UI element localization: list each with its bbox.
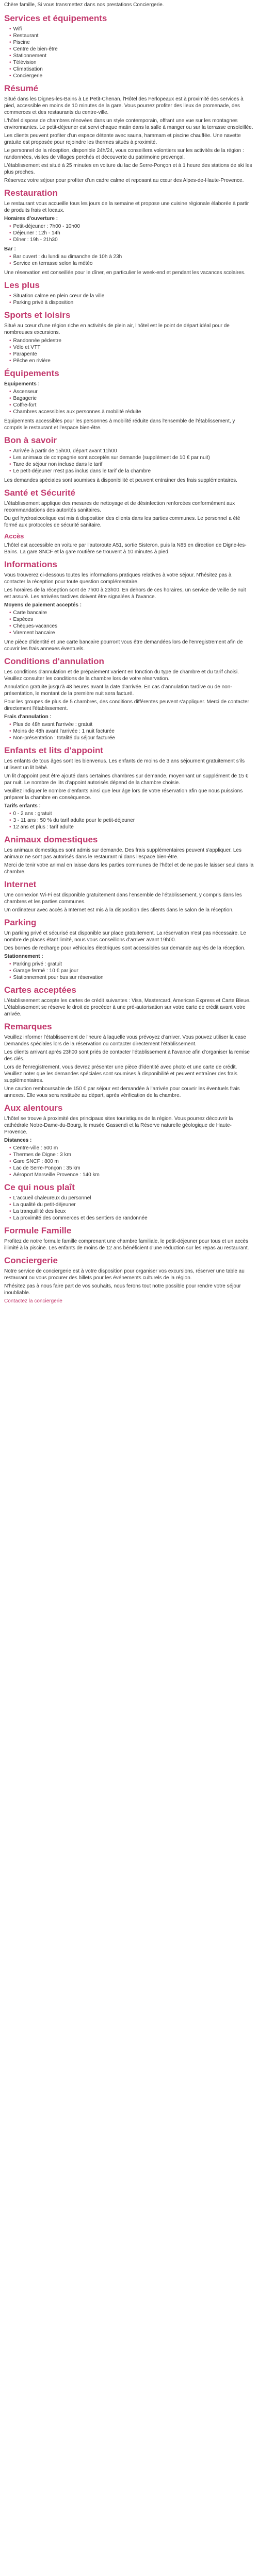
bullet-icon: • (9, 630, 11, 636)
list-item (9, 468, 254, 474)
paragraph: Une connexion Wi-Fi est disponible gratuitement dans l'ensemble de l'établissement, y compris dans les chambres et les parties communes. (4, 892, 242, 905)
list-item (9, 974, 254, 981)
bullet-icon: • (9, 1195, 11, 1201)
section-sante (4, 488, 254, 555)
list-item (9, 351, 254, 358)
list-item-text: 0 - 2 ans : gratuit (13, 811, 52, 817)
paragraph: L'établissement applique des mesures de nettoyage et de désinfection renforcées conformément aux recommandations des autorités sanitaires. (4, 501, 235, 513)
list-item (9, 824, 254, 831)
bullet-icon: • (9, 617, 11, 622)
list-item-text: Thermes de Digne : 3 km (13, 1152, 71, 1158)
paragraph: Des bornes de recharge pour véhicules électriques sont accessibles sur demande auprès de la réception. (4, 945, 246, 951)
paragraph: Les animaux domestiques sont admis sur demande. Des frais supplémentaires peuvent s'appliquer. Les animaux ne sont pas autorisés dans le restaurant ni dans l'espace bien-être. (4, 848, 241, 860)
list-item-text: Ascenseur (13, 389, 38, 395)
paragraph: Annulation gratuite jusqu'à 48 heures avant la date d'arrivée. En cas d'annulation tardive ou de non-présentation, le montant de la première nuit sera facturé. (4, 684, 232, 697)
paragraph: Profitez de notre formule famille comprenant une chambre familiale, le petit-déjeuner pour tous et un accès illimité à la piscine. Les enfants de moins de 12 ans bénéficient d'une réduction sur les repas au restaurant. (4, 1239, 249, 1251)
list-item-text: Parking privé à disposition (13, 300, 74, 306)
list-item (9, 630, 254, 636)
bullet-icon: • (9, 623, 11, 629)
bullet-icon: • (9, 1152, 11, 1158)
bullet-icon: • (9, 261, 11, 266)
list-item (9, 26, 254, 32)
section-animaux (4, 835, 254, 875)
section-title: Animaux domestiques (4, 835, 98, 844)
list-item-text: Situation calme en plein cœur de la ville (13, 293, 105, 299)
bullet-list (4, 1145, 254, 1178)
bullet-icon: • (9, 722, 11, 727)
list-item (9, 1151, 254, 1158)
paragraph: Veuillez informer l'établissement de l'heure à laquelle vous prévoyez d'arriver. Vous pouvez utiliser la case Demandes spéciales lors de la réservation ou contacter directement l'établissement. (4, 1035, 246, 1047)
list-item-text: Randonnée pédestre (13, 338, 61, 344)
list-item (9, 1172, 254, 1178)
section-bonasavoir (4, 435, 254, 484)
paragraph: Lors de l'enregistrement, vous devrez présenter une pièce d'identité avec photo et une carte de crédit. Veuillez noter que les demandes spéciales sont soumises à disponibilité et peuvent entraîner des frais supplémentaires. (4, 1064, 237, 1083)
child-rates-label: Tarifs enfants : (4, 803, 41, 809)
section-famille (4, 1226, 254, 1251)
bullet-icon: • (9, 462, 11, 467)
section-title: Résumé (4, 83, 39, 93)
bullet-icon: • (9, 66, 11, 72)
bullet-icon: • (9, 824, 11, 830)
list-item (9, 609, 254, 616)
bullet-list (4, 388, 254, 415)
list-item (9, 461, 254, 468)
section-title: Restauration (4, 188, 58, 198)
paragraph: Réservez votre séjour pour profiter d'un cadre calme et reposant au cœur des Alpes-de-Haute-Provence. (4, 178, 244, 183)
list-item-text: Restaurant (13, 33, 39, 39)
bullet-list (4, 721, 254, 741)
bullet-icon: • (9, 610, 11, 616)
list-item-text: La proximité des commerces et des sentiers de randonnée (13, 1215, 148, 1221)
paragraph: Situé dans les Dignes-les-Bains à Le Petit-Chenan, l'Hôtel des Ferlopeaux est à proximité des services à pied, accessible en moins de 10 minutes de la gare. Vous pourrez profiter des lieux de promenade, des commerces et des restaurants du centre-ville. (4, 96, 244, 115)
paragraph: Vous trouverez ci-dessous toutes les informations pratiques relatives à votre séjour. N'hésitez pas à contacter la réception pour toute question complémentaire. (4, 572, 232, 585)
list-item (9, 1208, 254, 1215)
paragraph: L'hôtel se trouve à proximité des principaux sites touristiques de la région. Vous pourrez découvrir la cathédrale Notre-Dame-du-Bourg, le musée Gassendi et la Réserve naturelle géologique de Haute-Provence. (4, 1116, 233, 1135)
list-item-text: Télévision (13, 60, 37, 65)
bullet-icon: • (9, 396, 11, 401)
list-item (9, 616, 254, 623)
section-title: Bon à savoir (4, 435, 57, 445)
list-item (9, 260, 254, 267)
list-item-text: 12 ans et plus : tarif adulte (13, 824, 74, 830)
section-title: Formule Famille (4, 1226, 72, 1235)
section-title: Les plus (4, 280, 40, 290)
bullet-icon: • (9, 468, 11, 474)
bullet-icon: • (9, 73, 11, 79)
list-item (9, 1165, 254, 1172)
paragraph: Une pièce d'identité et une carte bancaire pourront vous être demandées lors de l'enregistrement afin de couvrir les frais annexes éventuels. (4, 639, 243, 652)
list-item-text: Petit-déjeuner : 7h00 - 10h00 (13, 224, 80, 229)
list-item-text: Parapente (13, 351, 37, 357)
paragraph: Les enfants de tous âges sont les bienvenus. Les enfants de moins de 3 ans séjournent gratuitement s'ils utilisent un lit bébé. (4, 758, 245, 771)
list-item (9, 395, 254, 402)
bullet-icon: • (9, 961, 11, 967)
list-item (9, 299, 254, 306)
bullet-list (4, 293, 254, 306)
bullet-icon: • (9, 1172, 11, 1178)
section-cartes (4, 985, 254, 1018)
list-item-text: Taxe de séjour non incluse dans le tarif (13, 462, 103, 467)
section-title: Parking (4, 918, 37, 927)
bullet-icon: • (9, 735, 11, 741)
list-item (9, 454, 254, 461)
list-item (9, 402, 254, 409)
list-item (9, 46, 254, 53)
bullet-icon: • (9, 389, 11, 395)
list-item (9, 735, 254, 741)
list-item (9, 721, 254, 728)
list-item (9, 344, 254, 351)
bullet-list (4, 1195, 254, 1222)
list-item-text: La tranquillité des lieux (13, 1209, 66, 1214)
list-item (9, 968, 254, 974)
section-sports (4, 310, 254, 364)
list-item-text: La qualité du petit-déjeuner (13, 1202, 76, 1208)
list-item-text: Conciergerie (13, 73, 43, 79)
list-item-text: Stationnement (13, 53, 47, 59)
bullet-list (4, 26, 254, 79)
section-title: Internet (4, 879, 37, 889)
bullet-list (4, 253, 254, 267)
list-item (9, 236, 254, 243)
bullet-icon: • (9, 975, 11, 980)
list-item-text: Non-présentation : totalité du séjour facturée (13, 735, 115, 741)
paragraph: N'hésitez pas à nous faire part de vos souhaits, nous ferons tout notre possible pour rendre votre séjour inoubliable. (4, 1283, 241, 1296)
list-item-text: Service en terrasse selon la météo (13, 261, 93, 266)
list-item-text: Gare SNCF : 800 m (13, 1159, 59, 1164)
paragraph: Pour les groupes de plus de 5 chambres, des conditions différentes peuvent s'appliquer. Merci de contacter directement l'établissement. (4, 699, 249, 711)
bullet-icon: • (9, 402, 11, 408)
section-favoris (4, 1182, 254, 1222)
bullet-list (4, 223, 254, 243)
section-title: Aux alentours (4, 1103, 63, 1113)
list-item (9, 230, 254, 236)
list-item-text: Coffre-fort (13, 402, 37, 408)
paragraph: Les clients peuvent profiter d'un espace détente avec sauna, hammam et piscine chauffée. Une navette gratuite est proposée pour rejoindre les thermes situés à proximité. (4, 133, 241, 145)
list-item (9, 1145, 254, 1151)
paragraph: Une réservation est conseillée pour le dîner, en particulier le week-end et pendant les vacances scolaires. (4, 270, 246, 276)
list-item (9, 409, 254, 415)
list-item-text: Bar ouvert : du lundi au dimanche de 10h à 23h (13, 254, 122, 260)
bullet-icon: • (9, 237, 11, 243)
paragraph: L'hôtel est accessible en voiture par l'autoroute A51, sortie Sisteron, puis la N85 en direction de Digne-les-Bains. La gare SNCF et la gare routière se trouvent à 10 minutes à pied. (4, 543, 247, 555)
section-title: Services et équipements (4, 13, 107, 23)
payment-label: Moyens de paiement acceptés : (4, 602, 82, 608)
list-item (9, 1195, 254, 1201)
bullet-icon: • (9, 728, 11, 734)
paragraph: Les conditions d'annulation et de prépaiement varient en fonction du type de chambre et du tarif choisi. Veuillez consulter les conditions de la chambre lors de votre réservation. (4, 669, 239, 682)
list-item (9, 39, 254, 46)
distances-label: Distances : (4, 1138, 32, 1143)
list-item-text: Centre de bien-être (13, 46, 58, 52)
bullet-icon: • (9, 53, 11, 59)
hours-label: Horaires d'ouverture : (4, 216, 58, 222)
paragraph: Le personnel de la réception, disponible 24h/24, vous conseillera volontiers sur les activités de la région : randonnées, visites de villages perchés et découverte du patrimoine provençal. (4, 148, 244, 160)
list-item-text: Piscine (13, 40, 30, 45)
bullet-icon: • (9, 224, 11, 229)
list-item-text: Plus de 48h avant l'arrivée : gratuit (13, 722, 93, 727)
list-item (9, 1215, 254, 1222)
bullet-icon: • (9, 1209, 11, 1214)
list-item (9, 961, 254, 968)
bullet-icon: • (9, 1159, 11, 1164)
bullet-icon: • (9, 409, 11, 415)
list-item (9, 59, 254, 66)
list-item-text: Pêche en rivière (13, 358, 51, 364)
list-item-text: Parking privé : gratuit (13, 961, 62, 967)
list-item-text: Espèces (13, 617, 33, 622)
bullet-list (4, 337, 254, 364)
paragraph: Les clients arrivant après 23h00 sont priés de contacter l'établissement à l'avance afin d'organiser la remise des clés. (4, 1049, 250, 1062)
bullet-list (4, 810, 254, 831)
list-item-text: Moins de 48h avant l'arrivée : 1 nuit facturée (13, 728, 115, 734)
list-item-text: Bagagerie (13, 396, 37, 401)
list-item-text: Chambres accessibles aux personnes à mobilité réduite (13, 409, 141, 415)
list-item (9, 73, 254, 79)
list-item (9, 337, 254, 344)
bullet-icon: • (9, 1215, 11, 1221)
list-item (9, 817, 254, 824)
paragraph: L'établissement accepte les cartes de crédit suivantes : Visa, Mastercard, American Express et Carte Bleue. L'établissement se réserve le droit de procéder à une pré-autorisation sur votre carte de crédit avant votre arrivée. (4, 998, 251, 1017)
parking-label: Stationnement : (4, 954, 43, 959)
concierge-contact-link[interactable]: Contactez la conciergerie (4, 1298, 62, 1304)
list-item-text: Lac de Serre-Ponçon : 35 km (13, 1165, 80, 1171)
bullet-icon: • (9, 46, 11, 52)
bullet-icon: • (9, 60, 11, 65)
section-title: Conciergerie (4, 1256, 58, 1265)
bullet-icon: • (9, 33, 11, 39)
list-item-text: Centre-ville : 500 m (13, 1145, 58, 1151)
section-equipements (4, 368, 254, 431)
bullet-list (4, 609, 254, 636)
bullet-icon: • (9, 293, 11, 299)
bullet-icon: • (9, 1165, 11, 1171)
list-item (9, 66, 254, 73)
list-item-text: Stationnement pour bus sur réservation (13, 975, 104, 980)
list-item-text: Climatisation (13, 66, 43, 72)
bullet-icon: • (9, 968, 11, 974)
list-item-text: L'accueil chaleureux du personnel (13, 1195, 91, 1201)
list-item (9, 388, 254, 395)
section-title: Ce qui nous plaît (4, 1182, 75, 1192)
bullet-icon: • (9, 338, 11, 344)
list-item (9, 623, 254, 630)
bullet-icon: • (9, 300, 11, 306)
section-enfants (4, 745, 254, 831)
list-item (9, 32, 254, 39)
paragraph: Un lit d'appoint peut être ajouté dans certaines chambres sur demande, moyennant un supplément de 15 € par nuit. Le nombre de lits d'appoint autorisés dépend de la chambre choisie. (4, 773, 249, 786)
section-title: Équipements (4, 368, 59, 378)
bullet-icon: • (9, 26, 11, 32)
bullet-list (4, 961, 254, 981)
paragraph: Le restaurant vous accueille tous les jours de la semaine et propose une cuisine régionale élaborée à partir de produits frais et locaux. (4, 201, 249, 213)
list-item-text: Le petit-déjeuner n'est pas inclus dans le tarif de la chambre (13, 468, 151, 474)
section-title: Santé et Sécurité (4, 488, 75, 498)
list-item-text: Chèques-vacances (13, 623, 58, 629)
bullet-icon: • (9, 345, 11, 350)
list-item-text: Carte bancaire (13, 610, 47, 616)
section-informations (4, 560, 254, 652)
paragraph: Veuillez indiquer le nombre d'enfants ainsi que leur âge lors de votre réservation afin que nous puissions préparer la chambre en conséquence. (4, 788, 243, 801)
paragraph: L'établissement est situé à 25 minutes en voiture du lac de Serre-Ponçon et à 1 heure des stations de ski les plus proches. (4, 163, 252, 175)
section-title: Cartes acceptées (4, 985, 76, 995)
paragraph: Un ordinateur avec accès à Internet est mis à la disposition des clients dans le salon de la réception. (4, 907, 234, 913)
equipment-label: Équipements : (4, 381, 40, 387)
list-item-text: Les animaux de compagnie sont acceptés sur demande (supplément de 10 € par nuit) (13, 455, 210, 461)
bullet-icon: • (9, 358, 11, 364)
section-title: Sports et loisirs (4, 310, 71, 320)
section-conciergerie (4, 1256, 254, 1304)
fees-label: Frais d'annulation : (4, 714, 52, 720)
bullet-icon: • (9, 1202, 11, 1208)
section-title: Informations (4, 560, 57, 569)
paragraph: Situé au cœur d'une région riche en activités de plein air, l'hôtel est le point de départ idéal pour de nombreuses excursions. (4, 323, 230, 335)
section-resume (4, 83, 254, 184)
section-restauration (4, 188, 254, 276)
list-item (9, 448, 254, 454)
list-item (9, 810, 254, 817)
section-internet (4, 879, 254, 913)
bullet-icon: • (9, 40, 11, 45)
access-heading: Accès (4, 532, 24, 540)
list-item (9, 293, 254, 299)
section-parking (4, 918, 254, 981)
intro-text: Chère famille, Si vous transmettez dans nos prestations Conciergerie. (4, 2, 164, 8)
section-services (4, 13, 254, 79)
list-item-text: Dîner : 19h - 21h30 (13, 237, 58, 243)
paragraph: Les demandes spéciales sont soumises à disponibilité et peuvent entraîner des frais supplémentaires. (4, 478, 237, 483)
bullet-list (4, 448, 254, 474)
section-title: Remarques (4, 1022, 52, 1031)
section-remarques (4, 1022, 254, 1099)
list-item (9, 53, 254, 59)
section-annulation (4, 656, 254, 741)
list-item-text: Garage fermé : 10 € par jour (13, 968, 78, 974)
bullet-icon: • (9, 1145, 11, 1151)
section-title: Conditions d'annulation (4, 656, 104, 666)
list-item (9, 1201, 254, 1208)
paragraph: Un parking privé et sécurisé est disponible sur place gratuitement. La réservation n'est pas nécessaire. Le nombre de places étant limité, nous vous conseillons d'arriver avant 19h00. (4, 930, 246, 943)
paragraph: Notre service de conciergerie est à votre disposition pour organiser vos excursions, réserver une table au restaurant ou vous procurer des billets pour les événements culturels de la région. (4, 1268, 245, 1281)
list-item-text: Déjeuner : 12h - 14h (13, 230, 60, 236)
bullet-icon: • (9, 448, 11, 454)
list-item (9, 358, 254, 364)
list-item-text: Virement bancaire (13, 630, 55, 636)
paragraph: Les horaires de la réception sont de 7h00 à 23h00. En dehors de ces horaires, un service de veille de nuit est assuré. Les arrivées tardives doivent être signalées à l'avance. (4, 587, 246, 600)
bar-label: Bar : (4, 246, 16, 252)
bullet-icon: • (9, 811, 11, 817)
section-loisirs (4, 280, 254, 306)
paragraph: L'hôtel dispose de chambres rénovées dans un style contemporain, offrant une vue sur les montagnes environnantes. Le petit-déjeuner est servi chaque matin dans la salle à manger ou sur la terrasse ensoleillée. (4, 118, 253, 130)
section-title: Enfants et lits d'appoint (4, 745, 103, 755)
bullet-icon: • (9, 230, 11, 236)
list-item (9, 253, 254, 260)
paragraph: Une caution remboursable de 150 € par séjour est demandée à l'arrivée pour couvrir les éventuels frais annexes. Elle vous sera restituée au départ, après vérification de la chambre. (4, 1086, 240, 1098)
section-environs (4, 1103, 254, 1178)
paragraph: Équipements accessibles pour les personnes à mobilité réduite dans l'ensemble de l'établissement, y compris le restaurant et l'espace bien-être. (4, 418, 235, 431)
paragraph: Du gel hydroalcoolique est mis à disposition des clients dans les parties communes. Le personnel a été formé aux protocoles de sécurité sanitaire. (4, 516, 240, 528)
list-item-text: Vélo et VTT (13, 345, 41, 350)
bullet-icon: • (9, 254, 11, 260)
bullet-icon: • (9, 455, 11, 461)
bullet-icon: • (9, 818, 11, 823)
list-item-text: 3 - 11 ans : 50 % du tarif adulte pour le petit-déjeuner (13, 818, 135, 823)
list-item (9, 1158, 254, 1165)
list-item-text: Wifi (13, 26, 22, 32)
list-item (9, 223, 254, 230)
paragraph: Merci de tenir votre animal en laisse dans les parties communes de l'hôtel et de ne pas le laisser seul dans la chambre. (4, 862, 254, 875)
list-item-text: Arrivée à partir de 15h00, départ avant 11h00 (13, 448, 117, 454)
list-item-text: Aéroport Marseille Provence : 140 km (13, 1172, 100, 1178)
list-item (9, 728, 254, 735)
bullet-icon: • (9, 351, 11, 357)
